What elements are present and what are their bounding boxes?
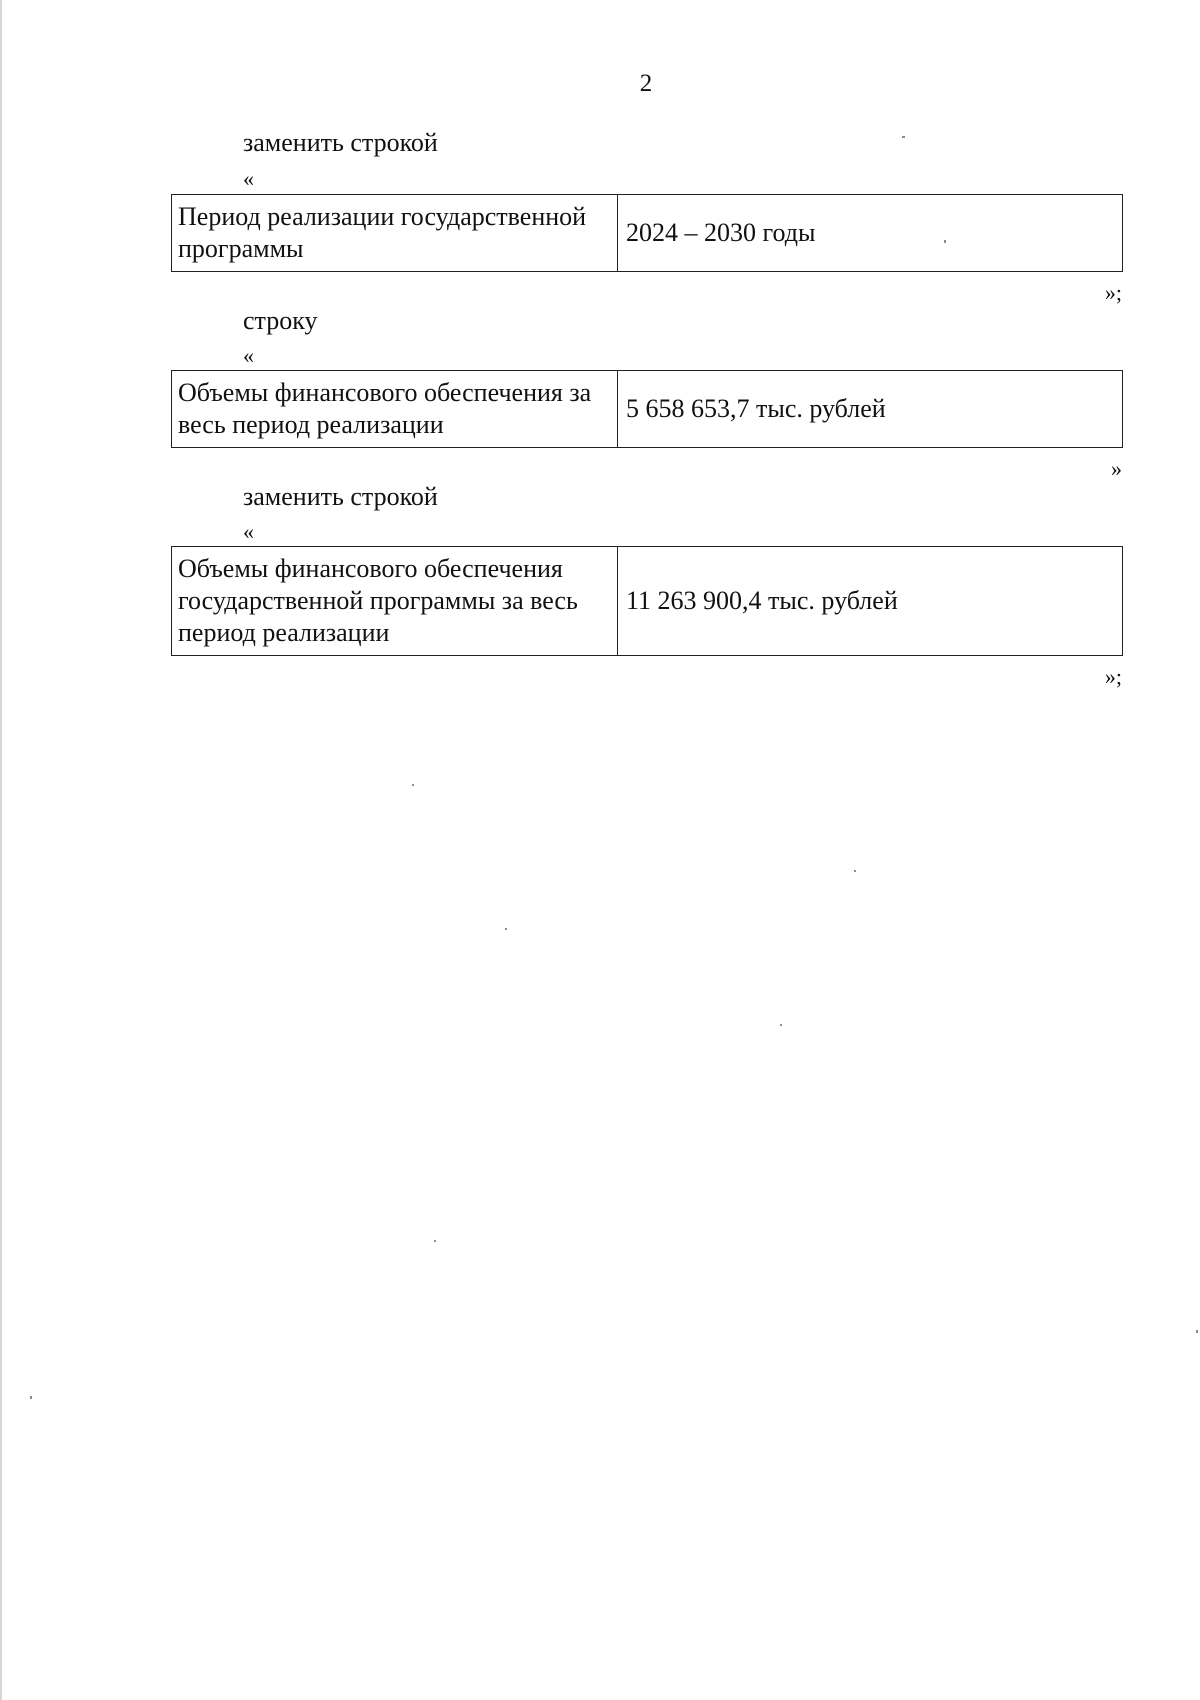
row-label-1: Период реализации государственной программы [172,195,618,272]
scan-speck [505,928,507,930]
open-quote-1: « [243,166,254,191]
intro-text-2: строку [243,306,318,335]
intro-text-1: заменить строкой [243,128,438,157]
table-row [172,547,1123,656]
page-number: 2 [639,70,653,97]
scan-speck [412,784,414,786]
close-quote-1: »; [1104,280,1122,305]
row-value-1: 2024 – 2030 годы [618,195,1123,272]
row-value-3: 11 263 900,4 тыс. рублей [618,547,1123,656]
passport-row-table-2 [171,370,1123,448]
scan-speck [944,240,946,243]
scan-speck [434,1240,436,1242]
scan-speck [902,136,905,138]
close-quote-2: » [1111,456,1122,481]
scan-speck [854,870,856,872]
row-value-2: 5 658 653,7 тыс. рублей [618,371,1123,448]
scan-speck [780,1024,782,1026]
open-quote-2: « [243,343,254,368]
passport-row-table-1 [171,194,1123,272]
table-row [172,371,1123,448]
row-label-3: Объемы финансового обеспечения государственной программы за весь период реализации [172,547,618,656]
intro-text-3: заменить строкой [243,482,438,511]
scan-edge [0,0,2,1700]
scan-speck [30,1396,32,1399]
close-quote-3: »; [1104,664,1122,689]
passport-row-table-3 [171,546,1123,656]
scan-speck [1196,1330,1198,1333]
row-label-2: Объемы финансового обеспечения за весь период реализации [172,371,618,448]
table-row [172,195,1123,272]
open-quote-3: « [243,519,254,544]
